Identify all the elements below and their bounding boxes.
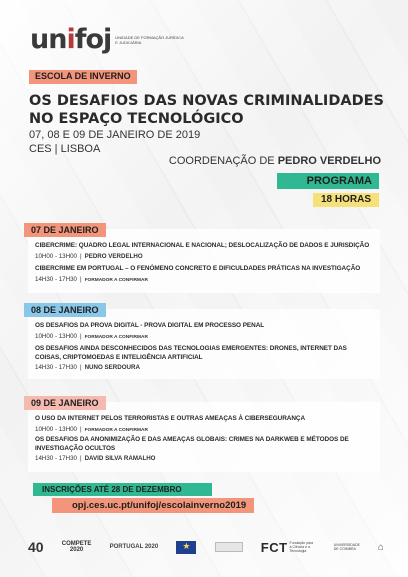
registration-link[interactable]: opj.ces.uc.pt/unifoj/escolainverno2019 bbox=[52, 498, 254, 513]
talk-meta bbox=[35, 275, 373, 285]
separator: | bbox=[79, 332, 82, 340]
talk-speaker: NUNO SERDOURA bbox=[84, 364, 140, 371]
talk bbox=[35, 436, 373, 463]
logo-mark: unifoj bbox=[30, 24, 112, 55]
event-dates: 07, 08 E 09 DE JANEIRO DE 2019 bbox=[29, 129, 201, 141]
hours-badge: 18 HORAS bbox=[313, 193, 379, 207]
talk-title: OS DESAFIOS DA ANONIMIZAÇÃO E DAS AMEAÇAS GLOBAIS: CRIMES NA DARKWEB E MÉTODOS DE INVESTIGAÇÃO OCULTOS bbox=[35, 436, 349, 452]
talk-meta bbox=[35, 332, 373, 342]
compete-bottom: 2020 bbox=[69, 547, 84, 553]
separator: | bbox=[79, 455, 82, 462]
talk-time: 10H00 - 13H00 bbox=[35, 332, 77, 340]
talk-speaker: FORMADOR A CONFIRMAR bbox=[84, 277, 148, 283]
talk bbox=[35, 265, 373, 285]
talk-title: OS DESAFIOS AINDA DESCONHECIDOS DAS TECNOLOGIAS EMERGENTES: DRONES, INTERNET DAS COISAS, CRIPTOMOEDAS E INTELIGÊNCIA ARTIFICIAL bbox=[35, 345, 347, 361]
escola-badge: ESCOLA DE INVERNO bbox=[29, 70, 137, 84]
logo-subtitle: UNIDADE DE FORMAÇÃO JURÍDICA E JUDICIÁRIA bbox=[115, 34, 184, 45]
day-panel bbox=[28, 225, 380, 293]
talk-speaker: PEDRO VERDELHO bbox=[84, 252, 143, 260]
talk-time: 10H00 - 13H00 bbox=[35, 425, 77, 433]
eu-flag-icon bbox=[176, 541, 196, 554]
day-panel bbox=[28, 305, 380, 379]
unifoj-logo bbox=[30, 26, 185, 53]
title-line-2: NO ESPAÇO TECNOLÓGICO bbox=[29, 111, 244, 127]
event-place: CES | LISBOA bbox=[29, 143, 101, 155]
talk-title: CIBERCRIME EM PORTUGAL – O FENÓMENO CONCRETO E DIFICULDADES PRÁTICAS NA INVESTIGAÇÃO bbox=[35, 265, 361, 272]
talk-meta bbox=[35, 425, 373, 435]
day-label: 08 DE JANEIRO bbox=[24, 303, 106, 317]
talk bbox=[35, 242, 373, 261]
compete-top: COMPETE bbox=[61, 541, 92, 547]
day-label: 09 DE JANEIRO bbox=[24, 396, 106, 410]
talk-time: 14H30 - 17H30 bbox=[35, 364, 77, 371]
talk-time: 10H00 - 13H00 bbox=[35, 252, 77, 260]
coordination bbox=[169, 155, 381, 167]
coord-label: COORDENAÇÃO DE bbox=[168, 155, 278, 167]
unesco-icon: ⌂ bbox=[377, 541, 384, 553]
day-panel bbox=[28, 398, 380, 472]
programa-badge: PROGRAMA bbox=[277, 173, 379, 189]
talk bbox=[35, 345, 373, 372]
talk bbox=[35, 322, 373, 342]
portugal-2020-logo: PORTUGAL 2020 bbox=[109, 544, 159, 550]
talk-speaker: FORMADOR A CONFIRMAR bbox=[84, 334, 148, 340]
separator: | bbox=[79, 275, 82, 283]
title-line-1: OS DESAFIOS DAS NOVAS CRIMINALIDADES bbox=[29, 93, 384, 109]
talk-meta bbox=[35, 363, 373, 372]
separator: | bbox=[79, 364, 82, 371]
talk-time: 14H30 - 17H30 bbox=[35, 275, 77, 283]
talk-speaker: DAVID SILVA RAMALHO bbox=[84, 455, 156, 462]
separator: | bbox=[79, 425, 82, 433]
sponsor-logos bbox=[28, 536, 384, 558]
registration-deadline: INSCRIÇÕES ATÉ 28 DE DEZEMBRO bbox=[33, 483, 212, 496]
compete-logo bbox=[62, 541, 92, 553]
small-logo-icon bbox=[215, 542, 243, 552]
talk-title: CIBERCRIME: QUADRO LEGAL INTERNACIONAL E NACIONAL; DESLOCALIZAÇÃO DE DADOS E JURISDIÇÃO bbox=[35, 242, 370, 249]
talk-meta bbox=[35, 454, 373, 463]
fct-logo: FCT Fundação para a Ciência e a Tecnologia bbox=[260, 539, 314, 555]
talk-speaker: FORMADOR A CONFIRMAR bbox=[84, 427, 148, 433]
forty-years-logo: 40 bbox=[28, 539, 44, 555]
talk-time: 14H30 - 17H30 bbox=[35, 455, 77, 462]
coimbra-logo: UNIVERSIDADE DE COIMBRA bbox=[333, 543, 360, 551]
talk-title: OS DESAFIOS DA PROVA DIGITAL - PROVA DIGITAL EM PROCESSO PENAL bbox=[35, 322, 265, 329]
talk bbox=[35, 415, 373, 435]
separator: | bbox=[79, 252, 82, 260]
coord-name: PEDRO VERDELHO bbox=[277, 155, 381, 167]
talk-title: O USO DA INTERNET PELOS TERRORISTAS E OUTRAS AMEAÇAS À CIBERSEGURANÇA bbox=[35, 415, 306, 422]
talk-meta bbox=[35, 252, 373, 261]
day-label: 07 DE JANEIRO bbox=[24, 223, 106, 237]
event-title bbox=[29, 92, 384, 128]
